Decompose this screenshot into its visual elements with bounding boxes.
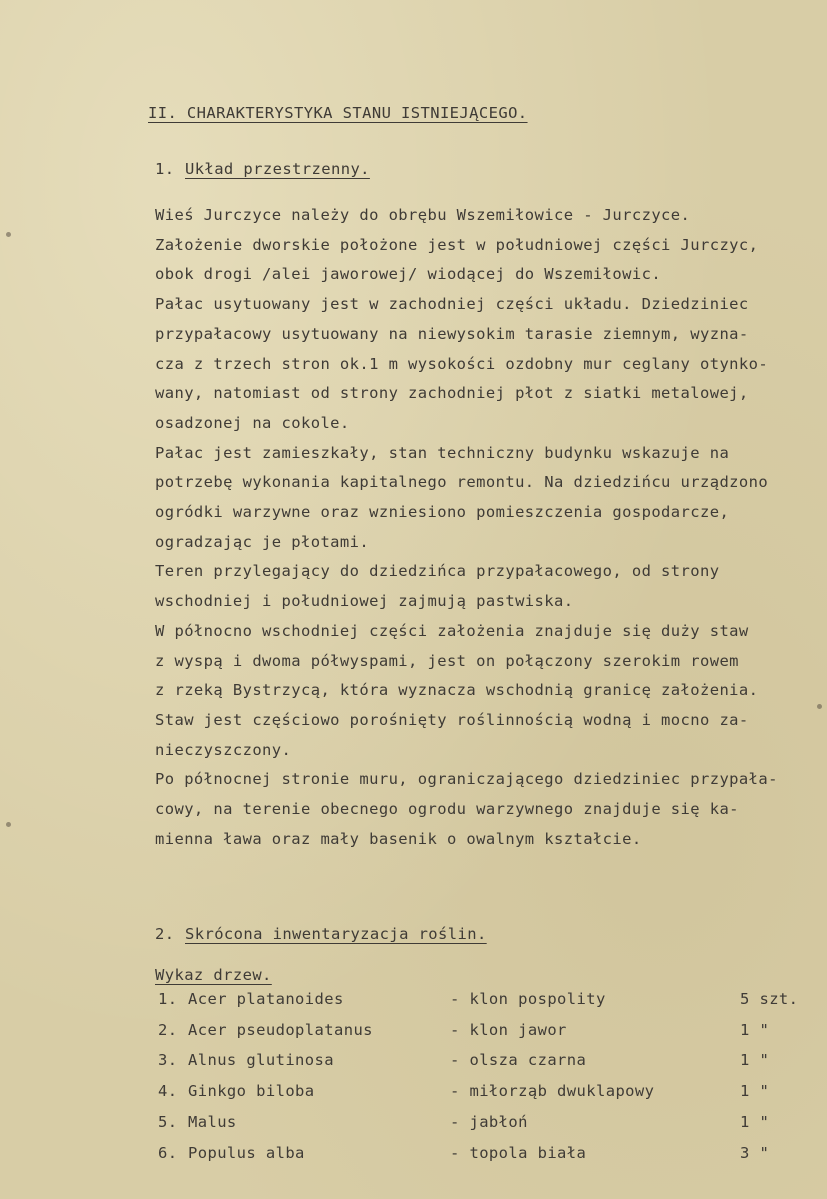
- tree-quantity: 1 ": [740, 1020, 770, 1039]
- tree-number: 5.: [158, 1112, 178, 1131]
- body-line: osadzonej na cokole.: [155, 413, 350, 432]
- tree-latin-name: Ginkgo biloba: [188, 1082, 315, 1101]
- body-line: cza z trzech stron ok.1 m wysokości ozdobny mur ceglany otynko-: [155, 354, 769, 373]
- punch-hole-mark: [6, 822, 11, 827]
- body-line: Wieś Jurczyce należy do obrębu Wszemiłowice - Jurczyce.: [155, 206, 691, 224]
- body-line: z wyspą i dwoma półwyspami, jest on połączony szerokim rowem: [155, 651, 739, 670]
- punch-hole-mark: [6, 232, 11, 237]
- body-line: cowy, na terenie obecnego ogrodu warzywnego znajduje się ka-: [155, 800, 739, 818]
- tree-number: 4.: [158, 1082, 178, 1101]
- tree-polish-name: - topola biała: [450, 1143, 587, 1162]
- body-line: przypałacowy usytuowany na niewysokim tarasie ziemnym, wyzna-: [155, 324, 749, 343]
- subsection-2-number: 2.: [155, 925, 175, 943]
- body-line: W północno wschodniej części założenia znajduje się duży staw: [155, 621, 749, 640]
- body-line: ogródki warzywne oraz wzniesiono pomieszczenia gospodarcze,: [155, 503, 730, 521]
- subsection-1-title: Układ przestrzenny.: [185, 160, 370, 178]
- tree-polish-name: - miłorząb dwuklapowy: [450, 1082, 655, 1101]
- punch-hole-mark: [817, 704, 822, 709]
- tree-number: 2.: [158, 1020, 178, 1039]
- tree-latin-name: Populus alba: [188, 1143, 305, 1162]
- body-line: Pałac usytuowany jest w zachodniej części układu. Dziedziniec: [155, 295, 749, 314]
- tree-latin-name: Acer platanoides: [188, 990, 344, 1008]
- tree-polish-name: - olsza czarna: [450, 1051, 587, 1070]
- body-line: Założenie dworskie położone jest w południowej części Jurczyc,: [155, 235, 759, 254]
- body-line: Pałac jest zamieszkały, stan techniczny budynku wskazuje na: [155, 443, 730, 462]
- section-heading: II. CHARAKTERYSTYKA STANU ISTNIEJĄCEGO.: [148, 104, 528, 122]
- tree-quantity: 1 ": [740, 1051, 770, 1070]
- tree-latin-name: Alnus glutinosa: [188, 1051, 334, 1070]
- subsection-2-title: Skrócona inwentaryzacja roślin.: [185, 925, 487, 943]
- tree-latin-name: Malus: [188, 1112, 237, 1131]
- body-line: Teren przylegający do dziedzińca przypałacowego, od strony: [155, 562, 720, 581]
- tree-quantity: 5 szt.: [740, 990, 799, 1008]
- tree-latin-name: Acer pseudoplatanus: [188, 1020, 373, 1039]
- body-line: nieczyszczony.: [155, 740, 292, 759]
- tree-quantity: 3 ": [740, 1143, 770, 1162]
- tree-quantity: 1 ": [740, 1112, 770, 1131]
- tree-number: 3.: [158, 1051, 178, 1070]
- body-line: z rzeką Bystrzycą, która wyznacza wschodnią granicę założenia.: [155, 681, 759, 700]
- body-line: wany, natomiast od strony zachodniej płot z siatki metalowej,: [155, 384, 749, 403]
- trees-heading: Wykaz drzew.: [155, 966, 272, 984]
- tree-polish-name: - klon pospolity: [450, 990, 606, 1008]
- body-line: mienna ława oraz mały basenik o owalnym kształcie.: [155, 829, 642, 848]
- body-line: Staw jest częściowo porośnięty roślinnością wodną i mocno za-: [155, 710, 749, 729]
- tree-polish-name: - jabłoń: [450, 1112, 528, 1131]
- body-line: potrzebę wykonania kapitalnego remontu. Na dziedzińcu urządzono: [155, 473, 769, 492]
- body-line: ogradzając je płotami.: [155, 532, 370, 551]
- body-line: wschodniej i południowej zajmują pastwiska.: [155, 592, 574, 611]
- subsection-1-number: 1.: [155, 160, 175, 178]
- tree-number: 1.: [158, 990, 178, 1008]
- tree-number: 6.: [158, 1143, 178, 1162]
- tree-quantity: 1 ": [740, 1082, 770, 1101]
- body-line: obok drogi /alei jaworowej/ wiodącej do Wszemiłowic.: [155, 265, 662, 284]
- body-line: Po północnej stronie muru, ograniczającego dziedziniec przypała-: [155, 770, 778, 789]
- tree-polish-name: - klon jawor: [450, 1020, 567, 1039]
